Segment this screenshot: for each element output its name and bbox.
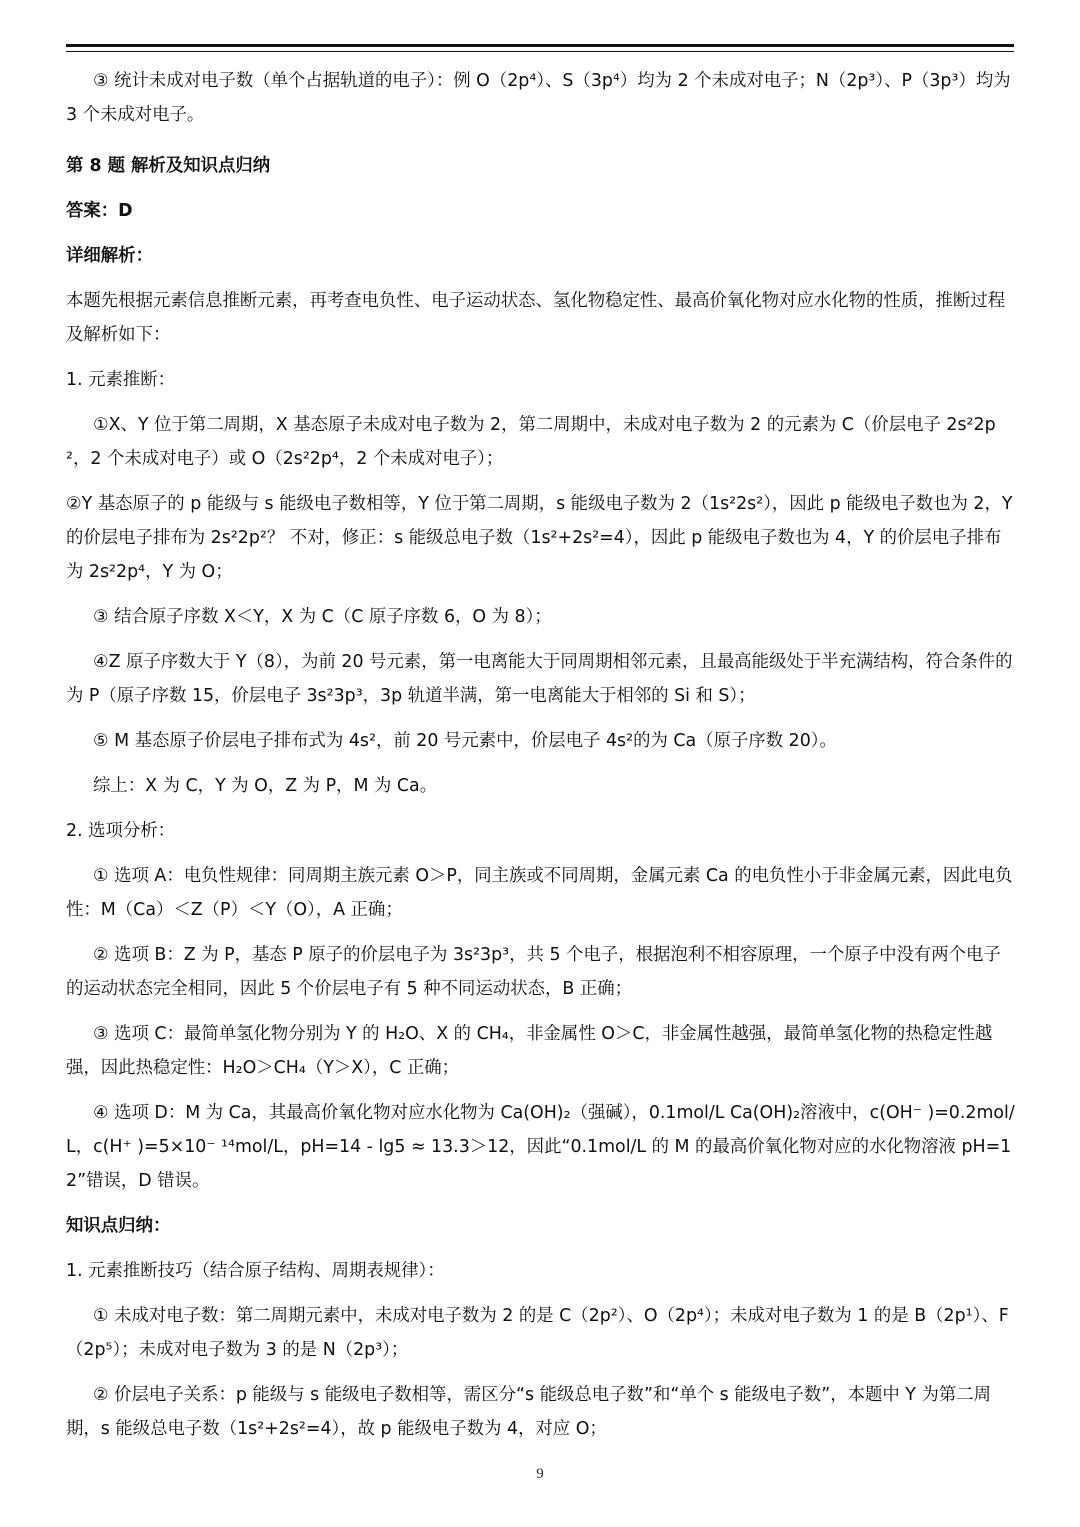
intro-paragraph: 本题先根据元素信息推断元素，再考查电负性、电子运动状态、氢化物稳定性、最高价氧化物对应水化物的性质，推断过程及解析如下： xyxy=(66,291,1006,345)
inference-step-4: ④Z 原子序数大于 Y（8），为前 20 号元素，第一电离能大于同周期相邻元素，且最高能级处于半充满结构，符合条件的为 P（原子序数 15，价层电子 3s²3p³，3p 轨道半满，第一电离能大于相邻的 Si 和 S）； xyxy=(66,652,1013,706)
section-element-inference: 1. 元素推断： xyxy=(66,370,176,390)
option-c-analysis: ③ 选项 C：最简单氢化物分别为 Y 的 H₂O、X 的 CH₄，非金属性 O＞C，非金属性越强，最简单氢化物的热稳定性越强，因此热稳定性：H₂O＞CH₄（Y＞X），C 正确； xyxy=(66,1024,993,1078)
paragraph-unpaired-count-tip: ③ 统计未成对电子数（单个占据轨道的电子）：例 O（2p⁴）、S（3p⁴）均为 2 个未成对电子；N（2p³）、P（3p³）均为 3 个未成对电子。 xyxy=(66,71,1011,125)
inference-summary: 综上：X 为 C，Y 为 O，Z 为 P，M 为 Ca。 xyxy=(93,776,438,796)
document-body xyxy=(66,64,1016,1457)
knowledge-summary-heading: 知识点归纳： xyxy=(66,1216,171,1236)
option-d-analysis: ④ 选项 D：M 为 Ca，其最高价氧化物对应水化物为 Ca(OH)₂（强碱），0.1mol/L Ca(OH)₂溶液中，c(OH⁻ )=0.2mol/L，c(H⁺ )=5×10⁻ ¹⁴mol/L，pH=14 - lg5 ≈ 13.3＞12，因此“0.1mol/L 的 M 的最高价氧化物对应的水化物溶液 pH=12”错误，D 错误。 xyxy=(66,1103,1015,1191)
header-rule-thick xyxy=(66,44,1014,47)
inference-step-1: ①X、Y 位于第二周期，X 基态原子未成对电子数为 2，第二周期中，未成对电子数为 2 的元素为 C（价层电子 2s²2p²，2 个未成对电子）或 O（2s²2p⁴，2 个未成对电子）； xyxy=(66,415,996,469)
option-a-analysis: ① 选项 A：电负性规律：同周期主族元素 O＞P，同主族或不同周期，金属元素 Ca 的电负性小于非金属元素，因此电负性：M（Ca）＜Z（P）＜Y（O），A 正确； xyxy=(66,866,1013,920)
section-option-analysis: 2. 选项分析： xyxy=(66,821,176,841)
knowledge-point-2: ② 价层电子关系：p 能级与 s 能级电子数相等，需区分“s 能级总电子数”和“单个 s 能级电子数”，本题中 Y 为第二周期，s 能级总电子数（1s²+2s²=4），故 p 能级电子数为 4，对应 O； xyxy=(66,1385,992,1439)
detailed-analysis-heading: 详细解析： xyxy=(66,246,153,266)
knowledge-point-1: ① 未成对电子数：第二周期元素中，未成对电子数为 2 的是 C（2p²）、O（2p⁴）；未成对电子数为 1 的是 B（2p¹）、F（2p⁵）；未成对电子数为 3 的是 N（2p³）； xyxy=(66,1306,1009,1360)
page-number: 9 xyxy=(536,1466,544,1482)
inference-step-2: ②Y 基态原子的 p 能级与 s 能级电子数相等，Y 位于第二周期，s 能级电子数为 2（1s²2s²），因此 p 能级电子数也为 2，Y 的价层电子排布为 2s²2p²？ 不对，修正：s 能级总电子数（1s²+2s²=4），因此 p 能级电子数也为 4，Y 的价层电子排布为 2s²2p⁴，Y 为 O； xyxy=(66,494,1013,582)
inference-step-5: ⑤ M 基态原子价层电子排布式为 4s²，前 20 号元素中，价层电子 4s²的为 Ca（原子序数 20）。 xyxy=(93,731,837,751)
question-heading: 第 8 题 解析及知识点归纳 xyxy=(66,156,271,176)
knowledge-section-1: 1. 元素推断技巧（结合原子结构、周期表规律）： xyxy=(66,1261,445,1281)
option-b-analysis: ② 选项 B：Z 为 P，基态 P 原子的价层电子为 3s²3p³，共 5 个电子，根据泡利不相容原理，一个原子中没有两个电子的运动状态完全相同，因此 5 个价层电子有 5 种不同运动状态，B 正确； xyxy=(66,945,1001,999)
inference-step-3: ③ 结合原子序数 X＜Y，X 为 C（C 原子序数 6，O 为 8）； xyxy=(93,607,552,627)
answer-line: 答案：D xyxy=(66,201,133,221)
header-rule-thin xyxy=(66,51,1014,52)
